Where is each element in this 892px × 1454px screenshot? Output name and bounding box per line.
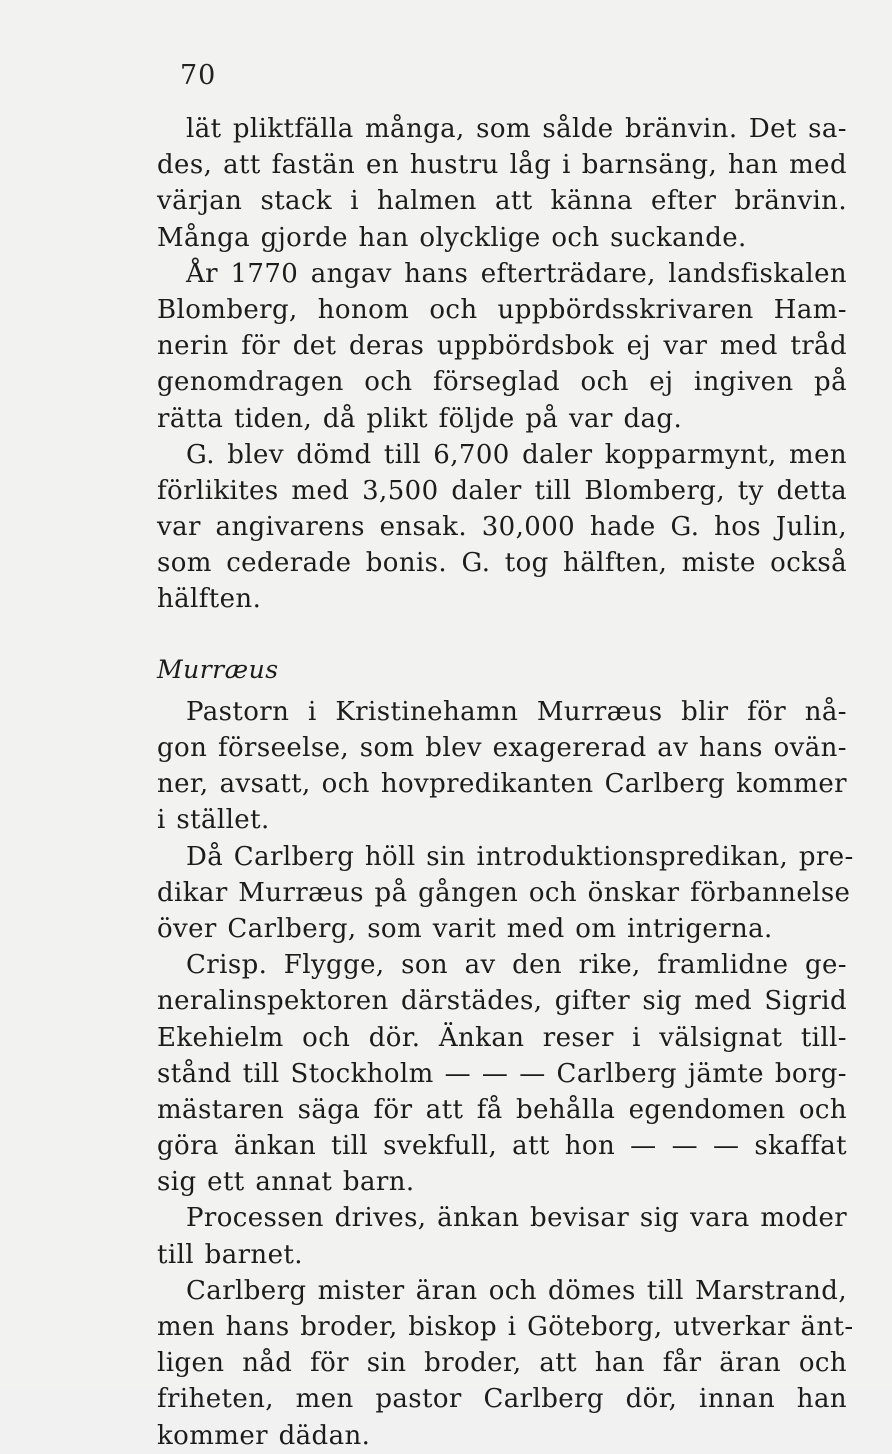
- text-line: G. blev dömd till 6,700 daler kopparmynt, men: [186, 439, 847, 470]
- paragraph: [157, 256, 847, 437]
- text-line: över Carlberg, som varit med om intrigerna.: [157, 913, 773, 944]
- text-line: ligen nåd för sin broder, att han får äran och: [157, 1348, 847, 1379]
- paragraph: [157, 839, 854, 948]
- section-murraeus: [157, 694, 854, 1454]
- section-heading: Murræus: [157, 654, 279, 684]
- paragraph: [157, 437, 847, 618]
- text-line: lät pliktfälla många, som sålde bränvin. Det sa-: [186, 114, 847, 144]
- page-number: 70: [180, 60, 217, 91]
- text-line: men hans broder, biskop i Göteborg, utverkar änt-: [157, 1312, 854, 1342]
- text-line: neralinspektoren därstädes, gifter sig med Sigrid: [157, 986, 847, 1017]
- text-line: som cederade bonis. G. tog hälften, miste också: [157, 548, 847, 579]
- text-line: stånd till Stockholm — — — Carlberg jämte borg-: [157, 1058, 847, 1089]
- text-line: var angivarens ensak. 30,000 hade G. hos Julin,: [157, 512, 847, 543]
- text-line: nerin för det deras uppbördsbok ej var med tråd: [157, 331, 847, 362]
- body-text: [157, 111, 854, 1454]
- paragraph: [157, 1200, 847, 1272]
- paragraph: [157, 1273, 854, 1454]
- paragraph: [157, 111, 847, 256]
- text-line: des, att fastän en hustru låg i barnsäng, han med: [157, 150, 847, 181]
- text-line: Crisp. Flygge, son av den rike, framlidne ge-: [186, 950, 847, 981]
- text-line: Carlberg mister äran och dömes till Marstrand,: [186, 1275, 847, 1306]
- text-line: till barnet.: [157, 1239, 303, 1270]
- text-line: kommer dädan.: [157, 1420, 371, 1451]
- text-line: friheten, men pastor Carlberg dör, innan han: [157, 1384, 847, 1415]
- text-line: i stället.: [157, 805, 270, 836]
- text-line: Blomberg, honom och uppbördsskrivaren Ham-: [157, 294, 847, 325]
- text-line: rätta tiden, då plikt följde på var dag.: [157, 403, 683, 434]
- text-line: Pastorn i Kristinehamn Murræus blir för nå-: [186, 696, 847, 727]
- text-line: Då Carlberg höll sin introduktionspredikan, pre-: [186, 841, 854, 872]
- text-line: Processen drives, änkan bevisar sig vara moder: [186, 1203, 848, 1234]
- text-line: gon förseelse, som blev exagererad av hans ovän-: [157, 733, 847, 763]
- text-line: ner, avsatt, och hovpredikanten Carlberg kommer: [157, 769, 847, 800]
- section-intro: [157, 111, 847, 618]
- text-line: År 1770 angav hans efterträdare, landsfiskalen: [186, 258, 847, 289]
- text-line: Ekehielm och dör. Änkan reser i välsignat till-: [157, 1022, 847, 1053]
- text-line: mästaren säga för att få behålla egendomen och: [157, 1094, 847, 1125]
- text-line: förlikites med 3,500 daler till Blomberg, ty detta: [157, 475, 847, 506]
- text-line: genomdragen och förseglad och ej ingiven på: [157, 367, 847, 398]
- paragraph: [157, 947, 847, 1200]
- text-line: dikar Murræus på gången och önskar förbannelse: [157, 877, 851, 908]
- text-line: värjan stack i halmen att känna efter bränvin.: [157, 186, 847, 217]
- text-line: hälften.: [157, 584, 262, 615]
- text-line: sig ett annat barn.: [157, 1167, 415, 1198]
- text-line: Många gjorde han olycklige och suckande.: [157, 222, 747, 253]
- text-line: göra änkan till svekfull, att hon — — — skaffat: [157, 1131, 847, 1162]
- paragraph: [157, 694, 847, 839]
